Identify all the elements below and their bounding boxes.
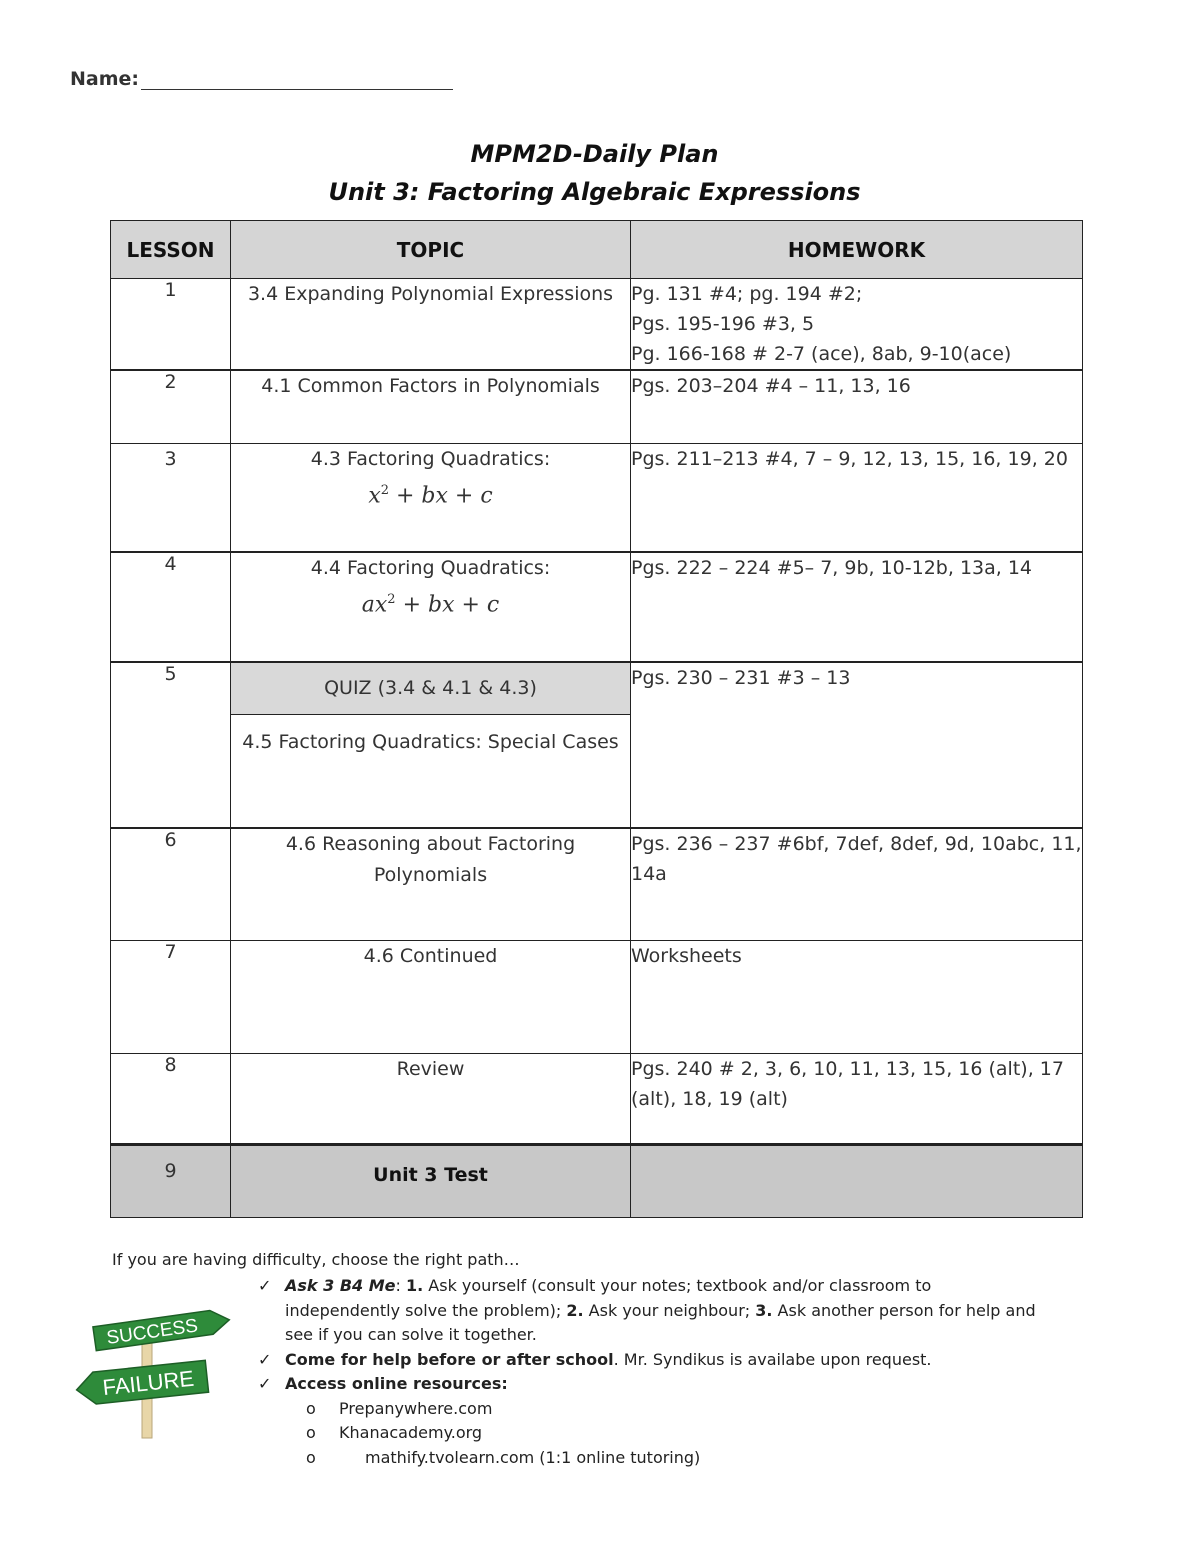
bullet-icon: o	[306, 1398, 316, 1418]
topic-label: 4.4 Factoring Quadratics:	[310, 557, 551, 579]
lesson-topic: 3.4 Expanding Polynomial Expressions	[231, 279, 631, 371]
help-item-ask-3-b4-me	[258, 1274, 1048, 1348]
table-row	[111, 279, 1083, 371]
lesson-homework: Pgs. 230 – 231 #3 – 13	[631, 662, 1083, 828]
table-row	[111, 443, 1083, 552]
help-intro: If you are having difficulty, choose the right path…	[112, 1250, 520, 1269]
checkmark-icon: ✓	[258, 1349, 272, 1369]
header-homework: HOMEWORK	[631, 221, 1083, 279]
lesson-number: 5	[111, 662, 231, 828]
lesson-topic	[231, 443, 631, 552]
resource-link: mathify.tvolearn.com (1:1 online tutoring)	[365, 1447, 701, 1467]
name-label: Name:	[70, 68, 140, 90]
checkmark-icon: ✓	[258, 1374, 272, 1393]
table-row-test	[111, 1144, 1083, 1217]
bullet-icon: o	[306, 1447, 316, 1467]
step-number: 1.	[405, 1276, 424, 1295]
quadratic-formula-ax2-bx-c: $ax^2$ + bx + c	[361, 592, 500, 618]
lesson-topic: 4.6 Continued	[231, 940, 631, 1053]
name-field	[70, 68, 453, 90]
lesson-number: 6	[111, 828, 231, 940]
document-subtitle: Unit 3: Factoring Algebraic Expressions	[328, 178, 861, 206]
step-text: Ask your neighbour;	[583, 1300, 756, 1320]
name-blank-line[interactable]	[141, 69, 453, 90]
lesson-topic	[231, 662, 631, 828]
lesson-number: 8	[111, 1053, 231, 1144]
homework-line: Pg. 166-168 # 2-7 (ace), 8ab, 9-10(ace)	[631, 343, 1012, 365]
lesson-homework: Pgs. 222 – 224 #5– 7, 9b, 10-12b, 13a, 14	[631, 552, 1083, 662]
homework-line: Pg. 131 #4; pg. 194 #2;	[631, 283, 863, 305]
document-title: MPM2D-Daily Plan	[470, 140, 719, 168]
help-item-title: Access online resources:	[285, 1374, 508, 1393]
lesson-homework	[631, 279, 1083, 371]
lesson-topic	[231, 552, 631, 662]
table-row	[111, 1053, 1083, 1144]
lesson-homework: Worksheets	[631, 940, 1083, 1053]
lesson-topic: 4.1 Common Factors in Polynomials	[231, 370, 631, 443]
lesson-homework	[631, 1144, 1083, 1217]
topic-label: 4.5 Factoring Quadratics: Special Cases	[242, 731, 619, 753]
daily-plan-table	[110, 220, 1083, 1218]
help-item-text: . Mr. Syndikus is availabe upon request.	[613, 1349, 932, 1369]
help-item-online-resources	[258, 1372, 1048, 1397]
lesson-homework: Pgs. 211–213 #4, 7 – 9, 12, 13, 15, 16, 19, 20	[631, 443, 1083, 552]
table-row	[111, 940, 1083, 1053]
resource-item	[258, 1446, 1048, 1471]
lesson-number: 4	[111, 552, 231, 662]
help-item-come-for-help	[258, 1348, 1048, 1373]
step-number: 3.	[755, 1300, 773, 1320]
lesson-homework: Pgs. 240 # 2, 3, 6, 10, 11, 13, 15, 16 (alt), 17 (alt), 18, 19 (alt)	[631, 1053, 1083, 1144]
resource-item	[258, 1421, 1048, 1446]
lesson-homework: Pgs. 203–204 #4 – 11, 13, 16	[631, 370, 1083, 443]
step-number: 2.	[566, 1300, 584, 1320]
success-sign	[93, 1308, 231, 1351]
success-failure-signpost-icon	[72, 1300, 237, 1440]
table-row	[111, 828, 1083, 940]
homework-line: Pgs. 195-196 #3, 5	[631, 313, 815, 335]
topic-label: 4.3 Factoring Quadratics:	[310, 447, 551, 470]
help-checklist	[258, 1274, 1048, 1470]
lesson-homework: Pgs. 236 – 237 #6bf, 7def, 8def, 9d, 10abc, 11, 14a	[631, 828, 1083, 940]
quiz-cell: QUIZ (3.4 & 4.1 & 4.3)	[231, 663, 630, 715]
bullet-icon: o	[306, 1423, 316, 1442]
failure-sign-label: FAILURE	[101, 1365, 196, 1401]
resource-link: Prepanywhere.com	[339, 1398, 493, 1418]
header-topic: TOPIC	[231, 221, 631, 279]
quadratic-formula-x2-bx-c: $x^2$ + bx + c	[368, 482, 493, 508]
step-text: Ask another person for help and see if you can solve it together.	[285, 1300, 1036, 1344]
table-row	[111, 662, 1083, 828]
lesson-number: 3	[111, 443, 231, 552]
failure-sign	[75, 1360, 209, 1406]
lesson-number: 1	[111, 279, 231, 371]
lesson-topic: Unit 3 Test	[231, 1144, 631, 1217]
help-item-title: Ask 3 B4 Me	[285, 1276, 396, 1295]
success-sign-label: SUCCESS	[105, 1315, 200, 1349]
checkmark-icon: ✓	[258, 1276, 272, 1295]
table-row	[111, 552, 1083, 662]
header-lesson: LESSON	[111, 221, 231, 279]
help-item-title: Come for help before or after school	[285, 1349, 614, 1369]
resource-link: Khanacademy.org	[339, 1423, 483, 1442]
resource-item	[258, 1397, 1048, 1422]
table-row	[111, 370, 1083, 443]
lesson-topic: 4.6 Reasoning about Factoring Polynomials	[231, 828, 631, 940]
lesson-number: 2	[111, 370, 231, 443]
lesson-number: 9	[111, 1144, 231, 1217]
separator: :	[395, 1276, 406, 1295]
lesson-topic: Review	[231, 1053, 631, 1144]
step-text: Ask yourself (consult your notes; textbook and/or classroom to independently solve the problem);	[285, 1276, 932, 1320]
lesson-number: 7	[111, 940, 231, 1053]
table-header-row	[111, 221, 1083, 279]
